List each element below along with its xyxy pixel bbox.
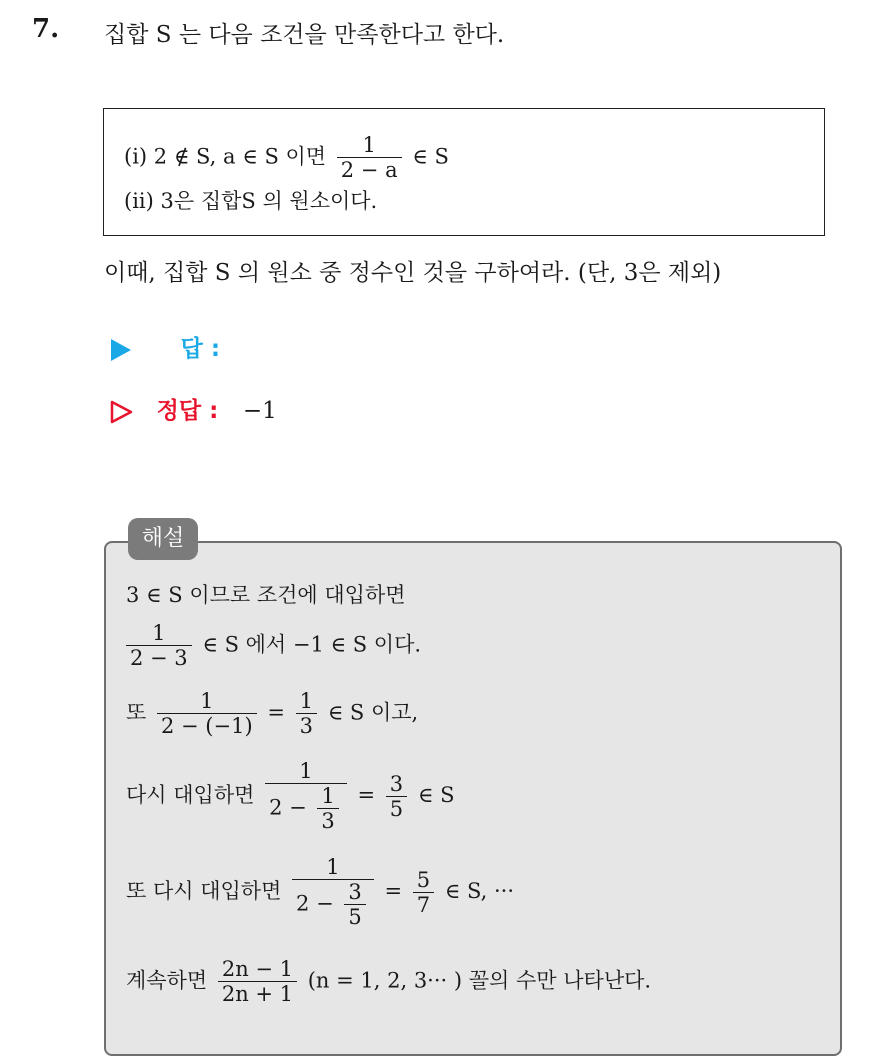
condition-2: (ii) 3은 집합S 의 원소이다.: [124, 189, 378, 213]
problem-statement: 집합 S 는 다음 조건을 만족한다고 한다.: [104, 22, 505, 48]
fraction-denominator: 3: [317, 808, 338, 834]
condition-1-denominator: 2 − a: [337, 157, 402, 183]
condition-1-prefix: (i) 2 ∉ S, a ∈ S 이면: [124, 144, 327, 169]
correct-answer-row: [110, 392, 277, 425]
fraction-numerator: 1: [321, 784, 335, 809]
fraction-denominator: 5: [386, 796, 407, 822]
correct-answer-value: −1: [242, 398, 277, 424]
nested-fraction: [317, 784, 338, 834]
fraction-denominator: [292, 879, 374, 930]
fraction-numerator: 3: [389, 771, 404, 796]
solution-line-4-prefix: 다시 대입하면: [126, 783, 255, 808]
solution-line-4-result: [386, 772, 407, 822]
solution-line-3: [126, 689, 418, 739]
fraction-numerator: 1: [299, 759, 313, 783]
fraction-denominator: 5: [344, 904, 365, 930]
fraction-numerator: 1: [200, 689, 214, 713]
fraction-numerator: 5: [416, 867, 431, 892]
equals-sign: =: [267, 700, 285, 725]
correct-answer-label: 정답 :: [156, 398, 219, 424]
solution-line-4-text: ∈ S: [417, 783, 455, 808]
fraction-denominator: 7: [413, 892, 434, 918]
outline-right-triangle-icon: [110, 398, 141, 424]
solution-line-5-result: [413, 868, 434, 918]
nested-fraction: [344, 880, 365, 930]
solution-line-6: [126, 957, 651, 1007]
condition-box: [103, 108, 825, 236]
condition-1-suffix: ∈ S: [412, 144, 449, 169]
solution-line-5-fraction: [292, 855, 374, 930]
solution-line-4-fraction: [265, 759, 347, 834]
nested-denominator-prefix: 2 −: [296, 891, 334, 916]
fraction-numerator: 1: [299, 689, 313, 713]
solution-line-6-text: (n = 1, 2, 3··· ) 꼴의 수만 나타난다.: [307, 968, 652, 993]
equals-sign: =: [357, 783, 376, 808]
fraction-denominator: [265, 783, 347, 834]
answer-row: [110, 330, 427, 363]
fraction-numerator: 1: [152, 621, 166, 645]
fraction-denominator: 3: [296, 713, 317, 739]
equals-sign: =: [384, 879, 403, 904]
fraction-numerator: 3: [348, 880, 362, 905]
fraction-numerator: 2n − 1: [221, 957, 294, 981]
condition-1-numerator: 1: [362, 133, 376, 157]
filled-right-triangle-icon: [110, 336, 139, 362]
problem-number: 7.: [32, 14, 60, 44]
nested-denominator-prefix: 2 −: [269, 795, 307, 820]
solution-line-6-prefix: 계속하면: [126, 968, 208, 993]
solution-line-4: [126, 759, 454, 834]
answer-label: 답 :: [180, 336, 221, 362]
fraction-numerator: 1: [326, 855, 340, 879]
fraction-denominator: 2n + 1: [218, 981, 297, 1007]
solution-line-5-prefix: 또 다시 대입하면: [126, 879, 282, 904]
solution-line-2-fraction: [126, 621, 192, 671]
fraction-denominator: 2 − 3: [126, 645, 192, 671]
solution-line-1: 3 ∈ S 이므로 조건에 대입하면: [126, 583, 406, 607]
solution-line-3-prefix: 또: [126, 700, 147, 725]
solution-tab: 해설: [128, 518, 198, 560]
solution-line-6-fraction: [218, 957, 297, 1007]
condition-1-fraction: [337, 133, 402, 183]
solution-box: [104, 541, 842, 1056]
solution-line-2: [126, 621, 421, 671]
solution-line-3-text: ∈ S 이고,: [327, 700, 419, 725]
solution-line-5-text: ∈ S, ···: [444, 879, 515, 904]
solution-line-2-text: ∈ S 에서 −1 ∈ S 이다.: [202, 632, 422, 657]
question-text: 이때, 집합 S 의 원소 중 정수인 것을 구하여라. (단, 3은 제외): [104, 260, 722, 286]
solution-line-3-result: [296, 689, 317, 739]
solution-line-5: [126, 855, 514, 930]
fraction-denominator: 2 − (−1): [157, 713, 257, 739]
condition-1: [124, 133, 449, 183]
solution-line-3-fraction: [157, 689, 257, 739]
